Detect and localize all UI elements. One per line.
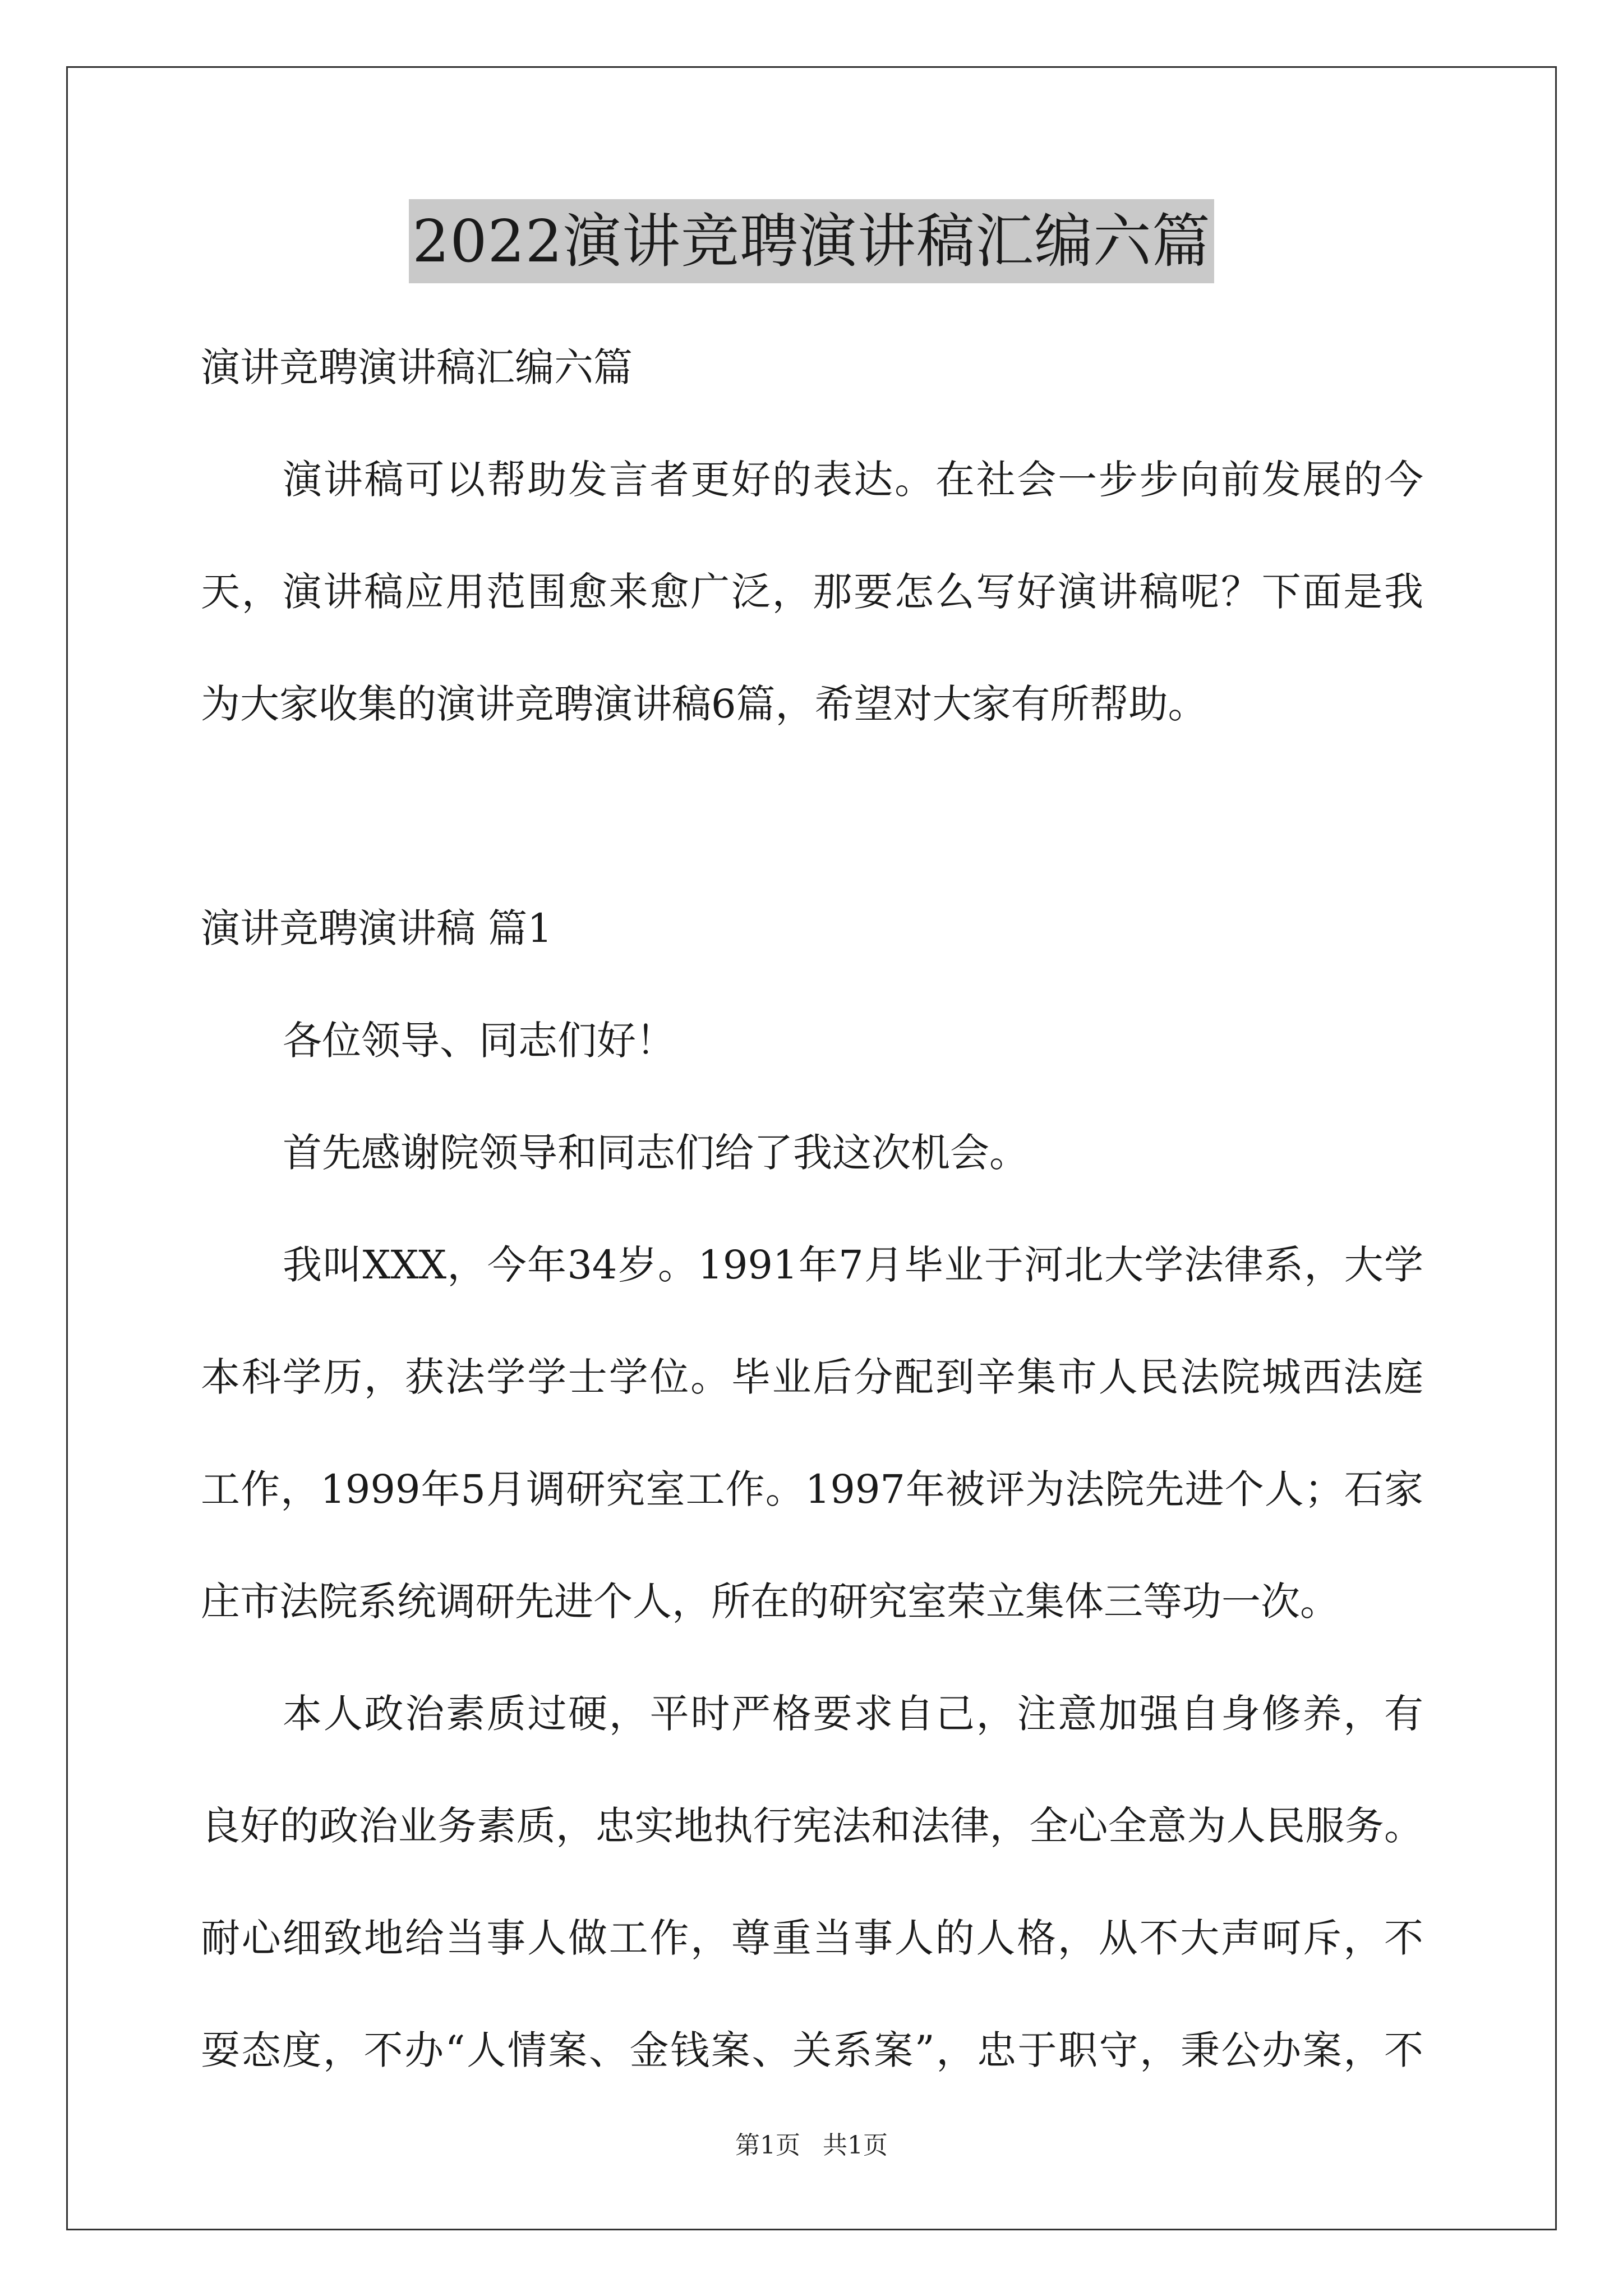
text-line: 耍态度，不办“人情案、金钱案、关系案”，忠于职守，秉公办案，不 <box>201 2027 1423 2073</box>
page-footer <box>0 2129 1623 2162</box>
text-line: 我叫XXX，今年34岁。1991年7月毕业于河北大学法律系，大学 <box>283 1242 1423 1288</box>
section-heading: 演讲竞聘演讲稿汇编六篇 <box>201 344 633 390</box>
paragraph-gap <box>201 760 1423 872</box>
section-heading: 演讲竞聘演讲稿 篇1 <box>201 905 552 951</box>
text-line: 天，演讲稿应用范围愈来愈广泛，那要怎么写好演讲稿呢？下面是我 <box>201 569 1423 615</box>
text-line: 演讲稿可以帮助发言者更好的表达。在社会一步步向前发展的今 <box>283 457 1423 503</box>
document-title: 2022演讲竞聘演讲稿汇编六篇 <box>409 199 1214 283</box>
text-line: 工作，1999年5月调研究室工作。1997年被评为法院先进个人；石家 <box>201 1466 1423 1512</box>
text-line: 为大家收集的演讲竞聘演讲稿6篇，希望对大家有所帮助。 <box>201 681 1207 727</box>
text-line: 耐心细致地给当事人做工作，尊重当事人的人格，从不大声呵斥，不 <box>201 1915 1423 1961</box>
text-line: 各位领导、同志们好！ <box>283 1018 675 1064</box>
text-line: 良好的政治业务素质，忠实地执行宪法和法律，全心全意为人民服务。 <box>201 1803 1423 1849</box>
text-line: 本人政治素质过硬，平时严格要求自己，注意加强自身修养，有 <box>283 1691 1423 1737</box>
page-number: 第1页 <box>735 2131 800 2160</box>
text-line: 首先感谢院领导和同志们给了我这次机会。 <box>283 1130 1029 1176</box>
page-total: 共1页 <box>823 2131 888 2160</box>
text-line: 本科学历，获法学学士学位。毕业后分配到辛集市人民法院城西法庭 <box>201 1354 1423 1400</box>
title-container <box>0 199 1623 283</box>
document-body <box>201 311 1423 2106</box>
text-line: 庄市法院系统调研先进个人，所在的研究室荣立集体三等功一次。 <box>201 1579 1339 1625</box>
